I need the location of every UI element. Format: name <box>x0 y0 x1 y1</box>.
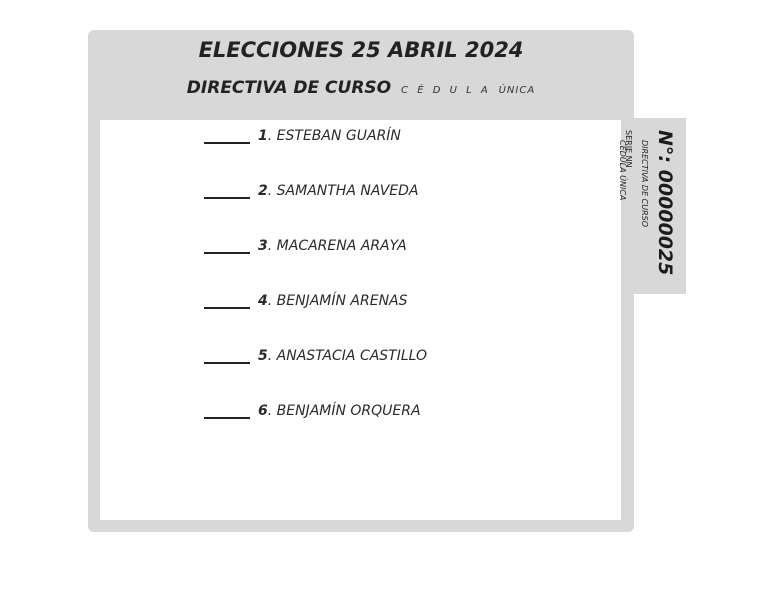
candidate-name: BENJAMÍN ARENAS <box>276 293 408 309</box>
candidate-number: 6 <box>258 403 268 419</box>
election-title: ELECCIONES 25 ABRIL 2024 <box>198 38 524 62</box>
candidate-row[interactable]: 4 . BENJAMÍN ARENAS <box>204 289 408 309</box>
stub-folio-number: N°: 00000025 <box>654 130 676 276</box>
candidate-row[interactable]: 2 . SAMANTHA NAVEDA <box>204 179 419 199</box>
candidate-row[interactable]: 1 . ESTEBAN GUARÍN <box>204 124 401 144</box>
vote-line[interactable] <box>204 128 250 144</box>
vote-line[interactable] <box>204 348 250 364</box>
vote-line[interactable] <box>204 293 250 309</box>
candidate-panel <box>100 120 621 520</box>
ballot-stub <box>618 118 686 294</box>
candidate-name: ANASTACIA CASTILLO <box>276 348 428 364</box>
candidate-row[interactable]: 5 . ANASTACIA CASTILLO <box>204 344 427 364</box>
candidate-name: SAMANTHA NAVEDA <box>276 183 419 199</box>
candidate-number: 4 <box>258 293 268 309</box>
candidate-row[interactable]: 3 . MACARENA ARAYA <box>204 234 407 254</box>
subtitle-unica: ÚNICA <box>498 85 536 96</box>
ballot-header <box>88 30 634 118</box>
ballot-subtitle <box>88 78 634 98</box>
candidate-row[interactable]: 6 . BENJAMÍN ORQUERA <box>204 399 421 419</box>
stub-directiva: DIRECTIVA DE CURSO <box>640 140 649 228</box>
vote-line[interactable] <box>204 183 250 199</box>
candidate-name: ESTEBAN GUARÍN <box>276 128 401 144</box>
candidate-name: MACARENA ARAYA <box>276 238 407 254</box>
candidate-number: 5 <box>258 348 268 364</box>
candidate-name: BENJAMÍN ORQUERA <box>276 403 421 419</box>
ballot <box>88 30 634 532</box>
subtitle-cedula: C É D U L A <box>401 85 491 96</box>
candidate-number: 2 <box>258 183 268 199</box>
subtitle-main: DIRECTIVA DE CURSO <box>186 78 392 98</box>
candidate-number: 1 <box>258 128 268 144</box>
stub-serie: SERIE NN <box>624 130 633 168</box>
candidate-number: 3 <box>258 238 268 254</box>
vote-line[interactable] <box>204 238 250 254</box>
stub-cedula: CÉDULA ÚNICA <box>618 140 627 201</box>
vote-line[interactable] <box>204 403 250 419</box>
